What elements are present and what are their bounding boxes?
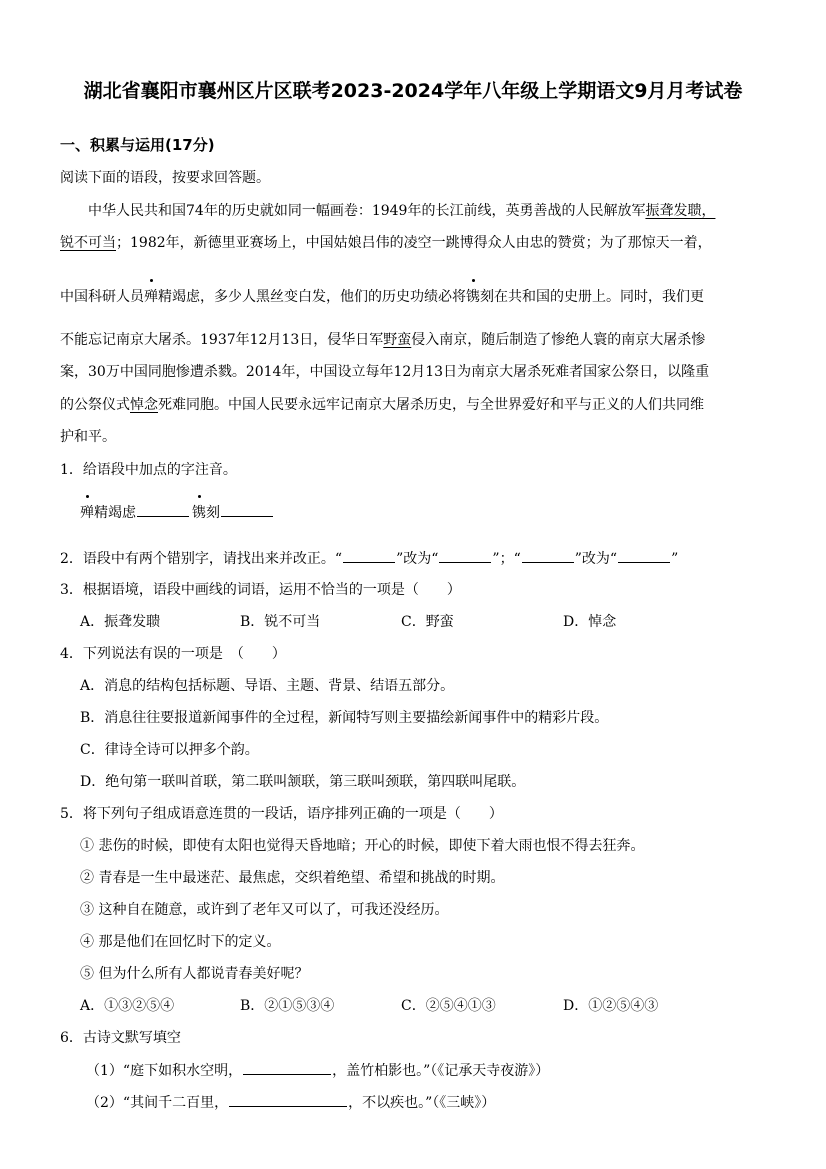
- question-text: ”: [671, 551, 679, 567]
- question-4-stem: 4．下列说法有误的一项是 （ ）: [60, 646, 286, 662]
- option-b[interactable]: B．消息往往要报道新闻事件的全过程，新闻特写则主要描绘新闻事件中的精彩片段。: [80, 710, 609, 726]
- passage-line-3: [60, 287, 704, 307]
- question-1-answer-row: [80, 502, 274, 523]
- option-d[interactable]: D．悼念: [563, 614, 617, 630]
- passage-line-2: [60, 233, 712, 253]
- question-3-stem: 3．根据语境，语段中画线的词语，运用不恰当的一项是（ ）: [60, 582, 461, 598]
- option-a[interactable]: A．消息的结构包括标题、导语、主题、背景、结语五部分。: [80, 678, 455, 694]
- question-text: ，不以疾也。”（《三峡》）: [348, 1095, 496, 1111]
- option-c[interactable]: C．②⑤④①③: [401, 998, 496, 1014]
- option-a[interactable]: A．振聋发聩: [80, 614, 161, 630]
- passage-text: 刻在共和国的史册上。同时，我们更: [480, 289, 704, 305]
- answer-blank[interactable]: [229, 1092, 347, 1107]
- passage-text: 精竭虑，多少人黑丝变白发，他们的历史功绩必将: [158, 289, 466, 305]
- page-title: 湖北省襄阳市襄州区片区联考2023-2024学年八年级上学期语文9月月考试卷: [83, 80, 743, 102]
- question-text: 2．语段中有两个错别字，请找出来并改正。“: [60, 551, 343, 567]
- question-text: （2）“其间千二百里，: [86, 1095, 229, 1111]
- question-6-item-1: [86, 1060, 549, 1081]
- question-text: ，盖竹柏影也。”（《记承天寺夜游》）: [332, 1063, 550, 1079]
- question-1-stem: 1．给语段中加点的字注音。: [60, 462, 237, 478]
- dotted-char: 镌: [192, 505, 206, 521]
- question-text: （1）“庭下如积水空明，: [86, 1063, 243, 1079]
- passage-text: 不能忘记南京大屠杀。1937年12月13日，侵华日军: [60, 332, 384, 348]
- option-a[interactable]: A．①③②⑤④: [80, 998, 175, 1014]
- passage-line-7: 护和平。: [60, 429, 116, 445]
- question-text: ”改为“: [574, 551, 618, 567]
- passage-text: 死难同胞。中国人民要永远牢记南京大屠杀历史，与全世界爱好和平与正义的人们共同维: [158, 397, 704, 413]
- sentence-3: ③ 这种自在随意，或许到了老年又可以了，可我还没经历。: [80, 902, 449, 918]
- word-rest: 精竭虑: [94, 505, 136, 521]
- passage-text: ；1982年，新德里亚赛场上，中国姑娘吕伟的凌空一跳博得众人由忠的赞赏；为了那惊天一着，: [116, 235, 712, 251]
- passage-line-1: [88, 201, 715, 221]
- question-5-stem: 5．将下列句子组成语意连贯的一段话，语序排列正确的一项是（ ）: [60, 806, 503, 822]
- passage-text: 中国科研人员: [60, 289, 144, 305]
- answer-blank[interactable]: [522, 548, 574, 563]
- option-c[interactable]: C．律诗全诗可以押多个韵。: [80, 742, 259, 758]
- option-d[interactable]: D．①②⑤④③: [563, 998, 659, 1014]
- answer-blank[interactable]: [618, 548, 670, 563]
- option-d[interactable]: D．绝句第一联叫首联，第二联叫颔联，第三联叫颈联，第四联叫尾联。: [80, 774, 526, 790]
- answer-blank[interactable]: [343, 548, 395, 563]
- option-c[interactable]: C．野蛮: [401, 614, 454, 630]
- dotted-char: 殚: [144, 289, 158, 305]
- question-6-stem: 6．古诗文默写填空: [60, 1030, 181, 1046]
- passage-text: 侵入南京，随后制造了惨绝人寰的南京大屠杀惨: [411, 332, 706, 348]
- passage-text: 的公祭仪式: [60, 397, 130, 413]
- answer-blank[interactable]: [243, 1060, 331, 1075]
- underlined-phrase: 锐不可当: [60, 235, 116, 251]
- option-b[interactable]: B．②①⑤③④: [240, 998, 335, 1014]
- underlined-phrase: 悼念: [130, 397, 158, 413]
- passage-text: 中华人民共和国74年的历史就如同一幅画卷：1949年的长江前线，英勇善战的人民解放军: [88, 203, 646, 219]
- underlined-phrase: 振聋发聩，: [645, 203, 716, 219]
- answer-blank[interactable]: [439, 548, 491, 563]
- sentence-2: ② 青春是一生中最迷茫、最焦虑，交织着绝望、希望和挑战的时期。: [80, 870, 505, 886]
- option-b[interactable]: B．锐不可当: [240, 614, 321, 630]
- question-6-item-2: [86, 1092, 495, 1113]
- dotted-char: 镌: [466, 289, 480, 305]
- question-text: ”；“: [492, 551, 521, 567]
- underlined-phrase: 野蛮: [383, 332, 412, 348]
- question-2: [60, 548, 678, 569]
- section-heading: 一、积累与运用(17分): [60, 136, 215, 154]
- answer-blank[interactable]: [221, 502, 273, 517]
- passage-intro: 阅读下面的语段，按要求回答题。: [60, 170, 270, 186]
- question-text: ”改为“: [396, 551, 439, 567]
- passage-line-4: [60, 330, 705, 350]
- sentence-5: ⑤ 但为什么所有人都说青春美好呢？: [80, 966, 309, 982]
- passage-line-5: 案，30万中国同胞惨遭杀戮。2014年，中国设立每年12月13日为南京大屠杀死难者国家公祭日，以隆重: [60, 364, 710, 380]
- dotted-char: 殚: [80, 505, 94, 521]
- word-rest: 刻: [206, 505, 220, 521]
- sentence-1: ① 悲伤的时候，即使有太阳也觉得天昏地暗；开心的时候，即使下着大雨也恨不得去狂奔。: [80, 838, 645, 854]
- answer-blank[interactable]: [137, 502, 189, 517]
- sentence-4: ④ 那是他们在回忆时下的定义。: [80, 934, 281, 950]
- passage-line-6: [60, 395, 704, 415]
